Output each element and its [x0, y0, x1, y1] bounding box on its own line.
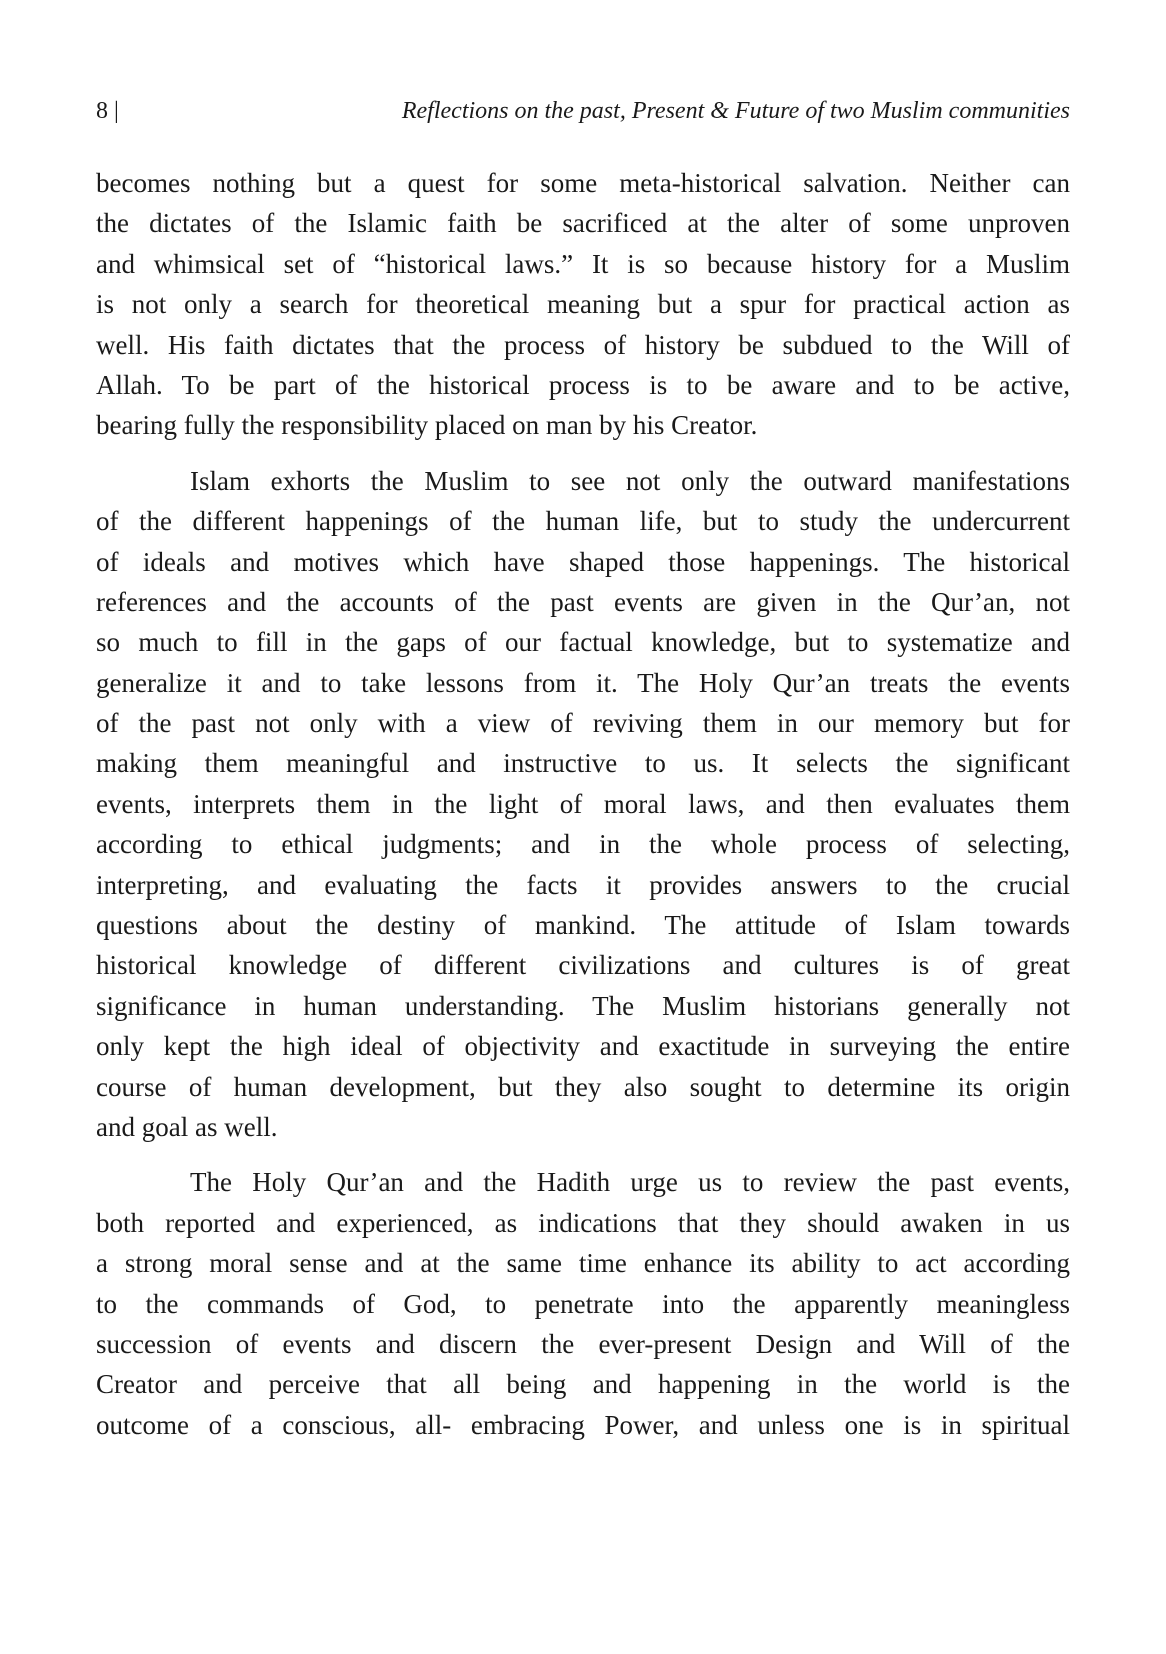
text-line: interpreting, and evaluating the facts it provides answers to the crucial [96, 869, 1070, 900]
running-title: Reflections on the past, Present & Future of two Muslim communities [401, 98, 1070, 124]
text-line: outcome of a conscious, all- embracing Power, and unless one is in spiritual [96, 1409, 1070, 1440]
text-line: making them meaningful and instructive to us. It selects the significant [96, 748, 1070, 779]
text-line: references and the accounts of the past events are given in the Qur’an, not [96, 586, 1070, 617]
text-line: questions about the destiny of mankind. The attitude of Islam towards [96, 910, 1070, 941]
text-line: Allah. To be part of the historical process is to be aware and to be active, [96, 369, 1070, 400]
text-line: according to ethical judgments; and in the whole process of selecting, [96, 829, 1070, 860]
text-line: succession of events and discern the ever-present Design and Will of the [96, 1328, 1070, 1359]
text-line: generalize it and to take lessons from it. The Holy Qur’an treats the events [96, 667, 1070, 698]
text-line: significance in human understanding. The Muslim historians generally not [96, 990, 1070, 1021]
text-line: of ideals and motives which have shaped those happenings. The historical [96, 546, 1070, 577]
text-line: a strong moral sense and at the same time enhance its ability to act according [96, 1248, 1070, 1279]
text-line: only kept the high ideal of objectivity and exactitude in surveying the entire [96, 1031, 1070, 1062]
paragraph [96, 1162, 1070, 1445]
text-line: of the different happenings of the human life, but to study the undercurrent [96, 506, 1070, 537]
text-line: of the past not only with a view of reviving them in our memory but for [96, 708, 1070, 739]
text-line: and goal as well. [96, 1111, 278, 1142]
text-line: and whimsical set of “historical laws.” It is so because history for a Muslim [96, 248, 1070, 279]
text-line: so much to fill in the gaps of our factual knowledge, but to systematize and [96, 627, 1070, 658]
text-line: is not only a search for theoretical meaning but a spur for practical action as [96, 289, 1070, 320]
text-line: The Holy Qur’an and the Hadith urge us to review the past events, [190, 1167, 1070, 1198]
text-line: course of human development, but they also sought to determine its origin [96, 1071, 1070, 1102]
text-line: events, interprets them in the light of moral laws, and then evaluates them [96, 788, 1070, 819]
text-line: to the commands of God, to penetrate into the apparently meaningless [96, 1288, 1070, 1319]
text-line: the dictates of the Islamic faith be sacrificed at the alter of some unproven [96, 208, 1070, 239]
page-number: 8 | [96, 98, 119, 124]
paragraph [96, 461, 1070, 1148]
text-line: both reported and experienced, as indications that they should awaken in us [96, 1207, 1070, 1238]
page-header [96, 98, 1070, 132]
paragraph [96, 163, 1070, 446]
text-line: Islam exhorts the Muslim to see not only the outward manifestations [190, 465, 1070, 496]
body-text [96, 163, 1070, 1445]
text-line: becomes nothing but a quest for some meta-historical salvation. Neither can [96, 168, 1070, 198]
text-line: well. His faith dictates that the process of history be subdued to the Will of [96, 329, 1070, 360]
text-line: historical knowledge of different civilizations and cultures is of great [96, 950, 1070, 981]
text-line: Creator and perceive that all being and happening in the world is the [96, 1369, 1070, 1400]
text-line: bearing fully the responsibility placed on man by his Creator. [96, 410, 758, 441]
